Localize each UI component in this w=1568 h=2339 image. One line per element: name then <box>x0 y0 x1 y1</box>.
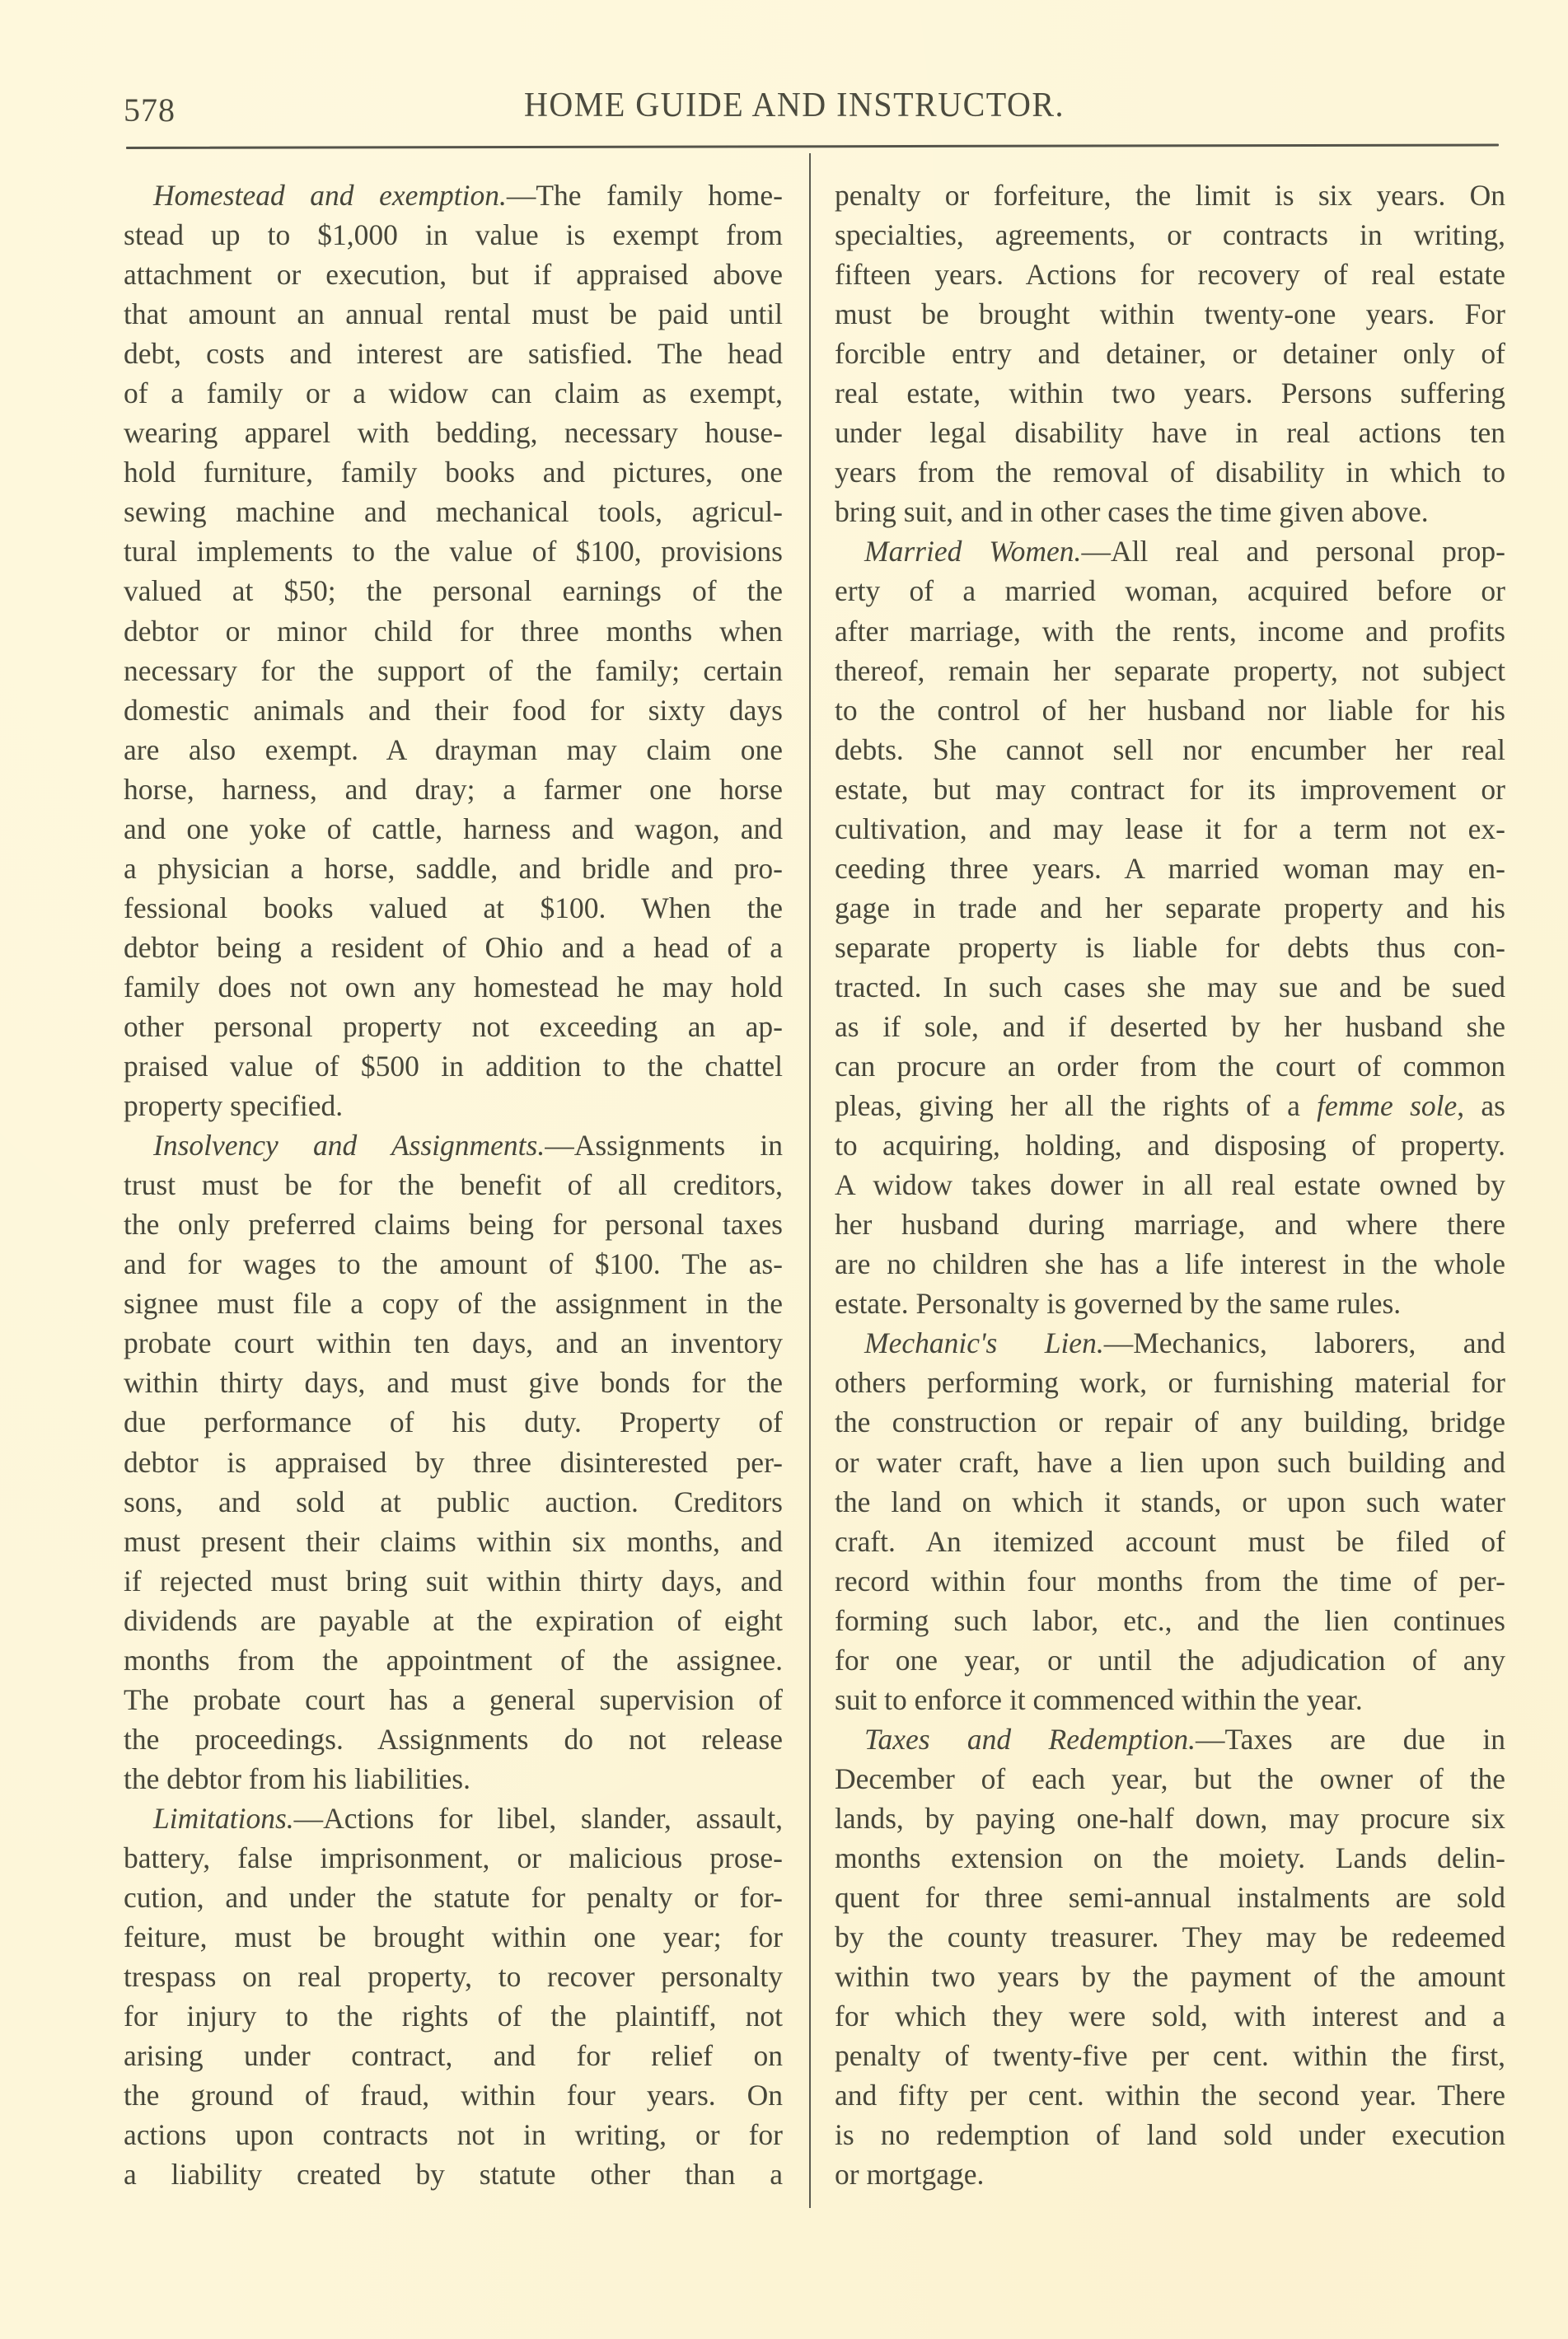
line-text: fessional books valued at $100. When the <box>124 891 783 924</box>
text-line <box>124 770 783 809</box>
line-text: months from the appointment of the assignee. <box>124 1643 783 1677</box>
text-line <box>835 1244 1505 1284</box>
line-text: others performing work, or furnishing material for <box>835 1366 1505 1400</box>
text-line <box>124 967 783 1007</box>
text-line <box>835 255 1505 294</box>
text-line <box>124 611 783 651</box>
line-text: penalty of twenty-five per cent. within the first, <box>835 2039 1505 2073</box>
line-text: separate property is liable for debts thus con- <box>835 930 1505 964</box>
section-title: Taxes and Redemption. <box>864 1722 1196 1756</box>
line-text: the only preferred claims being for personal taxes <box>124 1208 783 1242</box>
text-line <box>835 928 1505 967</box>
text-line <box>835 2075 1505 2115</box>
line-text: stead up to $1,000 in value is exempt from <box>124 218 783 252</box>
line-text: debt, costs and interest are satisfied. The head <box>124 337 783 371</box>
line-text: within thirty days, and must give bonds for the <box>124 1366 783 1400</box>
text-line <box>835 1917 1505 1957</box>
line-text: a physician a horse, saddle, and bridle and pro- <box>124 851 783 885</box>
text-line <box>124 452 783 492</box>
text-line <box>835 967 1505 1007</box>
line-text: debtor is appraised by three disinterested per- <box>124 1445 783 1479</box>
section-title: Insolvency and Assignments. <box>153 1129 545 1162</box>
running-title: HOME GUIDE AND INSTRUCTOR. <box>524 85 1065 124</box>
line-text: sons, and sold at public auction. Creditors <box>124 1485 783 1518</box>
header-rule <box>126 144 1499 149</box>
line-text: family does not own any homestead he may hold <box>124 970 783 1003</box>
section-heading-line <box>835 531 1505 571</box>
text-line <box>835 1957 1505 1996</box>
text-line <box>835 2154 1505 2194</box>
text-line <box>835 1443 1505 1482</box>
text-line <box>124 1046 783 1086</box>
line-text: trust must be for the benefit of all creditors, <box>124 1168 783 1202</box>
text-line <box>835 2036 1505 2075</box>
text-line <box>835 1838 1505 1878</box>
text-line <box>124 1957 783 1996</box>
line-text: praised value of $500 in addition to the chattel <box>124 1050 783 1083</box>
text-line <box>835 334 1505 373</box>
text-line <box>124 571 783 610</box>
line-text: the debtor from his liabilities. <box>124 1761 470 1795</box>
line-text: due performance of his duty. Property of <box>124 1406 783 1439</box>
line-text: to acquiring, holding, and disposing of property. <box>835 1129 1505 1162</box>
line-text: hold furniture, family books and pictures, one <box>124 456 783 489</box>
text-line <box>124 1640 783 1680</box>
line-text: years from the removal of disability in which to <box>835 456 1505 489</box>
line-text: suit to enforce it commenced within the year. <box>835 1682 1363 1716</box>
line-text: The probate court has a general supervision of <box>124 1682 783 1716</box>
line-text: signee must file a copy of the assignment in the <box>124 1287 783 1321</box>
text-line <box>124 413 783 452</box>
line-text: within two years by the payment of the amount <box>835 1960 1505 1994</box>
line-text: forming such labor, etc., and the lien continues <box>835 1603 1505 1637</box>
line-text: domestic animals and their food for sixty days <box>124 693 783 727</box>
line-text: specialties, agreements, or contracts in writing, <box>835 218 1505 252</box>
line-text: bring suit, and in other cases the time given above. <box>835 495 1429 529</box>
line-text: arising under contract, and for relief on <box>124 2039 783 2073</box>
line-text: —Actions for libel, slander, assault, <box>293 1801 783 1835</box>
line-text: debtor being a resident of Ohio and a head of a <box>124 930 783 964</box>
text-line <box>835 1363 1505 1402</box>
text-line <box>835 690 1505 730</box>
line-text: penalty or forfeiture, the limit is six years. On <box>835 179 1505 212</box>
line-text: the land on which it stands, or upon such water <box>835 1485 1505 1518</box>
text-line <box>835 730 1505 770</box>
text-line <box>835 1165 1505 1205</box>
text-line <box>835 492 1505 531</box>
text-line <box>124 334 783 373</box>
text-line <box>835 1601 1505 1640</box>
text-line <box>835 1640 1505 1680</box>
text-line <box>835 1205 1505 1244</box>
line-text: —Assignments in <box>545 1129 783 1162</box>
text-line <box>124 888 783 928</box>
line-text: dividends are payable at the expiration of eight <box>124 1603 783 1637</box>
line-text: debts. She cannot sell nor encumber her real <box>835 732 1505 766</box>
text-line <box>124 1482 783 1522</box>
line-text: and one yoke of cattle, harness and wagon, and <box>124 812 783 845</box>
line-text: that amount an annual rental must be paid until <box>124 297 783 331</box>
line-text: probate court within ten days, and an inventory <box>124 1326 783 1360</box>
text-line <box>124 1719 783 1759</box>
text-line <box>835 1522 1505 1561</box>
line-text: and fifty per cent. within the second year. There <box>835 2079 1505 2112</box>
text-line <box>124 1086 783 1125</box>
text-line <box>124 1680 783 1719</box>
text-line <box>124 849 783 888</box>
text-line <box>835 571 1505 610</box>
line-text: the construction or repair of any building, bridge <box>835 1406 1505 1439</box>
right-column <box>835 175 1505 2194</box>
line-text: thereof, remain her separate property, not subject <box>835 653 1505 687</box>
line-text: must be brought within twenty-one years. For <box>835 297 1505 331</box>
section-title: Homestead and exemption. <box>153 179 507 212</box>
text-line <box>835 1996 1505 2036</box>
line-text: for which they were sold, with interest and a <box>835 2000 1505 2033</box>
line-text: feiture, must be brought within one year; for <box>124 1920 783 1954</box>
text-line <box>835 1799 1505 1838</box>
line-text: —The family home- <box>506 179 783 212</box>
line-text: her husband during marriage, and where there <box>835 1208 1505 1242</box>
line-text: are no children she has a life interest in the whole <box>835 1247 1505 1281</box>
line-text: is no redemption of land sold under execution <box>835 2118 1505 2152</box>
text-line <box>835 294 1505 334</box>
text-line <box>835 413 1505 452</box>
line-text: sewing machine and mechanical tools, agricul- <box>124 495 783 529</box>
line-text: by the county treasurer. They may be redeemed <box>835 1920 1505 1954</box>
text-line <box>124 1244 783 1284</box>
line-text: or water craft, have a lien upon such building and <box>835 1445 1505 1479</box>
text-line <box>124 1838 783 1878</box>
line-text: record within four months from the time of per- <box>835 1564 1505 1598</box>
text-line <box>124 1561 783 1601</box>
line-text-after: , as <box>1457 1089 1505 1123</box>
line-text: attachment or execution, but if appraised above <box>124 258 783 292</box>
text-line <box>124 1878 783 1917</box>
text-line <box>835 1086 1505 1125</box>
line-text: cultivation, and may lease it for a term not ex- <box>835 812 1505 845</box>
text-line <box>835 1680 1505 1719</box>
line-text: estate, but may contract for its improvement or <box>835 772 1505 806</box>
section-heading-line <box>124 175 783 215</box>
line-text: erty of a married woman, acquired before or <box>835 574 1505 608</box>
section-heading-line <box>835 1323 1505 1363</box>
text-line <box>124 690 783 730</box>
section-heading-line <box>124 1799 783 1838</box>
text-line <box>835 770 1505 809</box>
page-number: 578 <box>124 91 176 129</box>
line-text: horse, harness, and dray; a farmer one horse <box>124 772 783 806</box>
line-text: valued at $50; the personal earnings of the <box>124 574 783 608</box>
text-line <box>124 2075 783 2115</box>
line-text: the ground of fraud, within four years. On <box>124 2079 783 2112</box>
line-text: if rejected must bring suit within thirty days, and <box>124 1564 783 1598</box>
line-text: real estate, within two years. Persons suffering <box>835 377 1505 410</box>
line-text: trespass on real property, to recover personalty <box>124 1960 783 1994</box>
text-line <box>835 1482 1505 1522</box>
left-column <box>124 175 783 2194</box>
text-line <box>124 531 783 571</box>
line-text: must present their claims within six months, and <box>124 1524 783 1558</box>
line-text: pleas, giving her all the rights of a <box>835 1089 1318 1123</box>
text-line <box>835 1007 1505 1046</box>
line-text: can procure an order from the court of common <box>835 1050 1505 1083</box>
text-line <box>835 651 1505 690</box>
text-line <box>835 373 1505 413</box>
italic-term: femme sole <box>1317 1089 1458 1123</box>
line-text: for injury to the rights of the plaintiff, not <box>124 2000 783 2033</box>
text-line <box>124 1522 783 1561</box>
line-text: months extension on the moiety. Lands delin- <box>835 1841 1505 1874</box>
line-text: as if sole, and if deserted by her husband she <box>835 1009 1505 1043</box>
line-text: wearing apparel with bedding, necessary house- <box>124 416 783 450</box>
text-line <box>124 1402 783 1442</box>
line-text: forcible entry and detainer, or detainer only of <box>835 337 1505 371</box>
line-text: —All real and personal prop- <box>1081 535 1505 568</box>
section-title: Limitations. <box>153 1801 294 1835</box>
text-line <box>124 1284 783 1323</box>
text-line <box>124 1601 783 1640</box>
text-line <box>835 888 1505 928</box>
text-line <box>124 730 783 770</box>
text-line <box>124 2115 783 2154</box>
text-line <box>124 1205 783 1244</box>
line-text: for one year, or until the adjudication of any <box>835 1643 1505 1677</box>
column-divider <box>809 153 811 2208</box>
text-line <box>835 1878 1505 1917</box>
text-line <box>124 1443 783 1482</box>
line-text: cution, and under the statute for penalty or for- <box>124 1881 783 1915</box>
text-line <box>124 294 783 334</box>
line-text: under legal disability have in real actions ten <box>835 416 1505 450</box>
text-line <box>124 492 783 531</box>
line-text: to the control of her husband nor liable for his <box>835 693 1505 727</box>
text-line <box>835 452 1505 492</box>
line-text: property specified. <box>124 1089 344 1123</box>
text-line <box>124 1007 783 1046</box>
line-text: gage in trade and her separate property and his <box>835 891 1505 924</box>
text-line <box>835 849 1505 888</box>
line-text: A widow takes dower in all real estate owned by <box>835 1168 1505 1202</box>
line-text: December of each year, but the owner of the <box>835 1761 1505 1795</box>
text-line <box>835 1046 1505 1086</box>
text-line <box>835 1125 1505 1165</box>
text-line <box>124 215 783 255</box>
line-text: battery, false imprisonment, or malicious prose- <box>124 1841 783 1874</box>
text-line <box>124 2154 783 2194</box>
line-text: tracted. In such cases she may sue and be sued <box>835 970 1505 1003</box>
text-line <box>124 1323 783 1363</box>
line-text: other personal property not exceeding an ap- <box>124 1009 783 1043</box>
line-text: fifteen years. Actions for recovery of real estate <box>835 258 1505 292</box>
line-text: necessary for the support of the family; certain <box>124 653 783 687</box>
text-line <box>124 651 783 690</box>
text-line <box>835 809 1505 849</box>
text-line <box>124 809 783 849</box>
text-line <box>124 928 783 967</box>
line-text: quent for three semi-annual instalments are sold <box>835 1881 1505 1915</box>
section-title: Married Women. <box>864 535 1082 568</box>
text-line <box>835 2115 1505 2154</box>
text-line <box>835 1402 1505 1442</box>
text-line <box>835 175 1505 215</box>
section-heading-line <box>124 1125 783 1165</box>
section-heading-line <box>835 1719 1505 1759</box>
line-text: —Mechanics, laborers, and <box>1103 1326 1505 1360</box>
section-title: Mechanic's Lien. <box>864 1326 1104 1360</box>
text-line <box>124 373 783 413</box>
text-line <box>124 1996 783 2036</box>
line-text: ceeding three years. A married woman may en- <box>835 851 1505 885</box>
text-line <box>835 611 1505 651</box>
text-line <box>124 1165 783 1205</box>
line-text: estate. Personalty is governed by the same rules. <box>835 1287 1402 1321</box>
text-line <box>124 1917 783 1957</box>
line-text: lands, by paying one-half down, may procure six <box>835 1801 1505 1835</box>
line-text: or mortgage. <box>835 2158 985 2192</box>
line-text: a liability created by statute other than a <box>124 2158 783 2192</box>
line-text: tural implements to the value of $100, provisions <box>124 535 783 568</box>
text-line <box>835 1759 1505 1799</box>
text-line <box>835 1284 1505 1323</box>
line-text: of a family or a widow can claim as exempt, <box>124 377 783 410</box>
line-text: the proceedings. Assignments do not release <box>124 1722 783 1756</box>
text-line <box>124 1759 783 1799</box>
line-text: after marriage, with the rents, income and profits <box>835 614 1505 648</box>
text-line <box>124 2036 783 2075</box>
text-line <box>124 255 783 294</box>
line-text: actions upon contracts not in writing, or for <box>124 2118 783 2152</box>
line-text: and for wages to the amount of $100. The as- <box>124 1247 783 1281</box>
text-line <box>835 215 1505 255</box>
text-line <box>835 1561 1505 1601</box>
line-text: debtor or minor child for three months when <box>124 614 783 648</box>
text-line <box>124 1363 783 1402</box>
line-text: —Taxes are due in <box>1195 1722 1505 1756</box>
line-text: craft. An itemized account must be filed of <box>835 1524 1505 1558</box>
line-text: are also exempt. A drayman may claim one <box>124 732 783 766</box>
